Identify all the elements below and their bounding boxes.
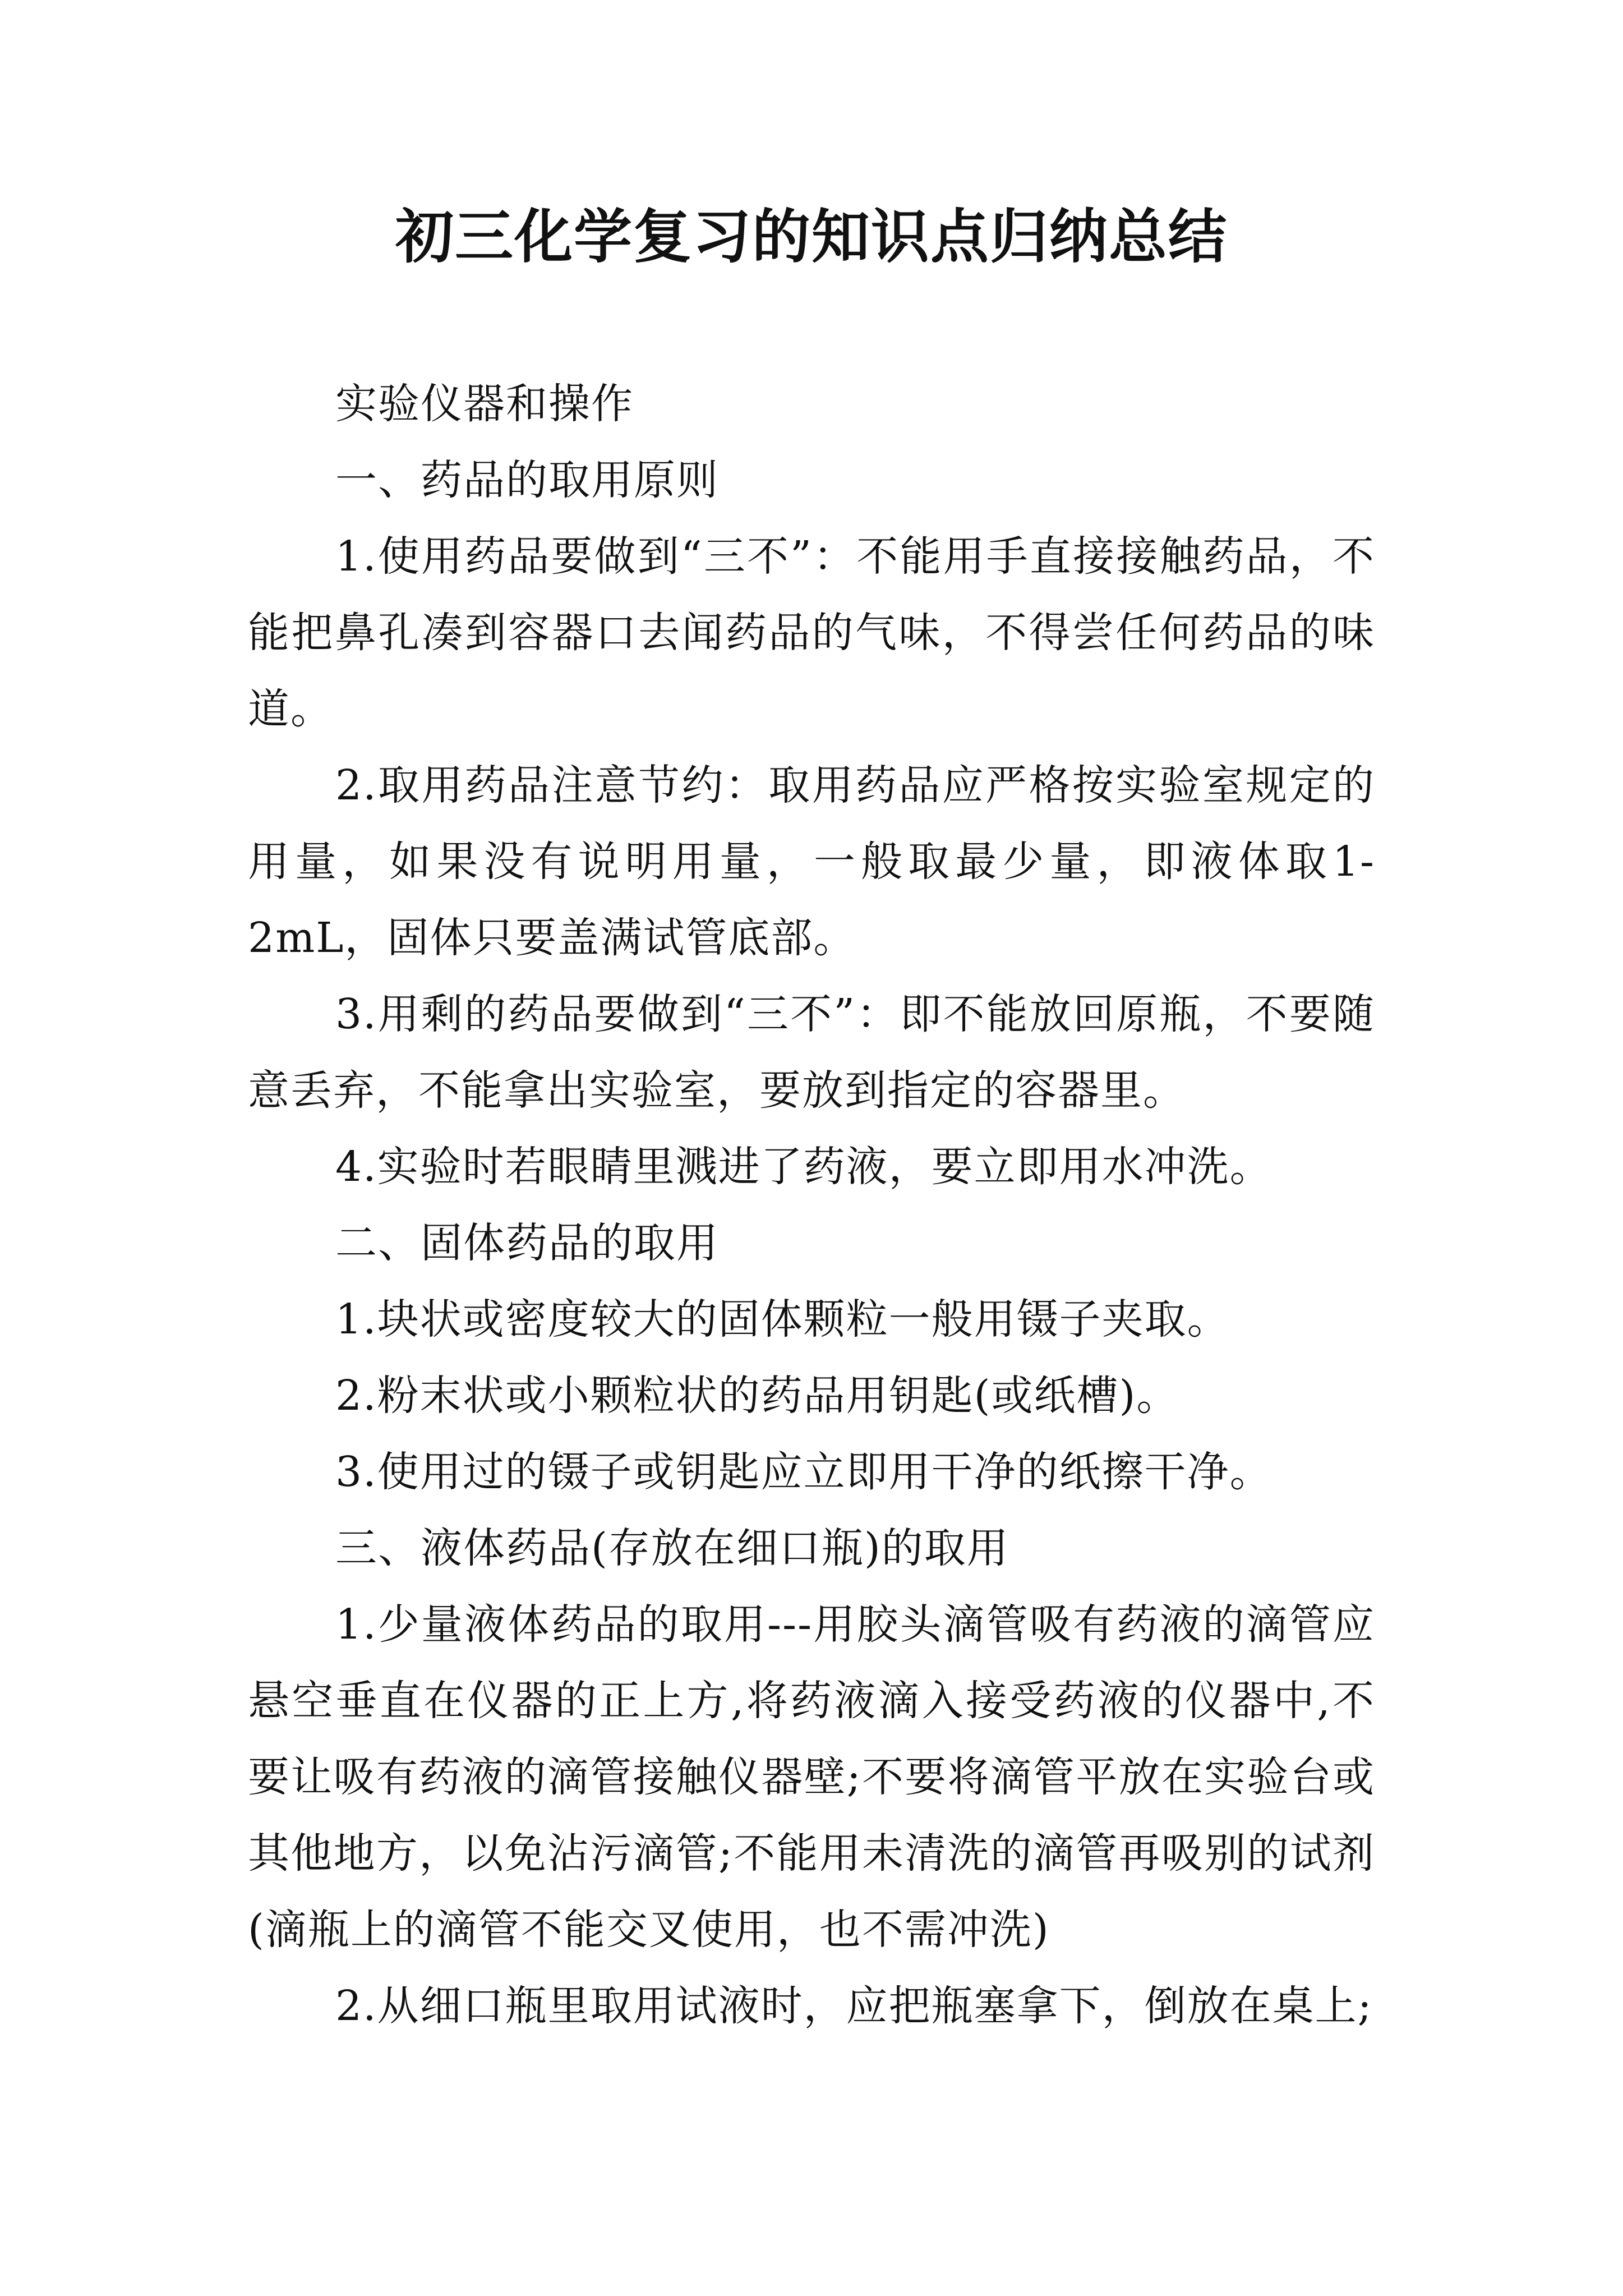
document-body bbox=[248, 366, 1375, 2044]
paragraph-liquid-dropper: 1.少量液体药品的取用---用胶头滴管吸有药液的滴管应悬空垂直在仪器的正上方,将药液滴入接受药液的仪器中,不要让吸有药液的滴管接触仪器壁;不要将滴管平放在实验台或其他地方，以免沾污滴管;不能用未清洗的滴管再吸别的试剂(滴瓶上的滴管不能交叉使用，也不需冲洗) bbox=[248, 1600, 1375, 1954]
paragraph-solid-clean: 3.使用过的镊子或钥匙应立即用干净的纸擦干净。 bbox=[335, 1448, 1272, 1496]
paragraph-three-nots: 1.使用药品要做到“三不”：不能用手直接接触药品，不能把鼻孔凑到容器口去闻药品的气味，不得尝任何药品的味道。 bbox=[248, 532, 1375, 733]
section-heading-liquid-drugs: 三、液体药品(存放在细口瓶)的取用 bbox=[335, 1524, 1009, 1572]
section-heading-lab-instruments: 实验仪器和操作 bbox=[335, 380, 634, 428]
paragraph-eye-rinse: 4.实验时若眼睛里溅进了药液，要立即用水冲洗。 bbox=[335, 1143, 1272, 1191]
paragraph-solid-powder: 2.粉末状或小颗粒状的药品用钥匙(或纸槽)。 bbox=[335, 1372, 1179, 1420]
paragraph-liquid-bottle: 2.从细口瓶里取用试液时，应把瓶塞拿下，倒放在桌上; bbox=[335, 1982, 1373, 2030]
document-title: 初三化学复习的知识点归纳总结 bbox=[395, 202, 1228, 271]
section-heading-solid-drugs: 二、固体药品的取用 bbox=[335, 1219, 719, 1267]
paragraph-solid-tweezers: 1.块状或密度较大的固体颗粒一般用镊子夹取。 bbox=[335, 1295, 1230, 1343]
paragraph-leftover-drugs: 3.用剩的药品要做到“三不”：即不能放回原瓶，不要随意丢弃，不能拿出实验室，要放到指定的容器里。 bbox=[248, 990, 1375, 1115]
section-heading-drug-principles: 一、药品的取用原则 bbox=[335, 456, 719, 504]
paragraph-save-drugs: 2.取用药品注意节约：取用药品应严格按实验室规定的用量，如果没有说明用量，一般取最少量，即液体取1-2mL，固体只要盖满试管底部。 bbox=[248, 761, 1375, 962]
